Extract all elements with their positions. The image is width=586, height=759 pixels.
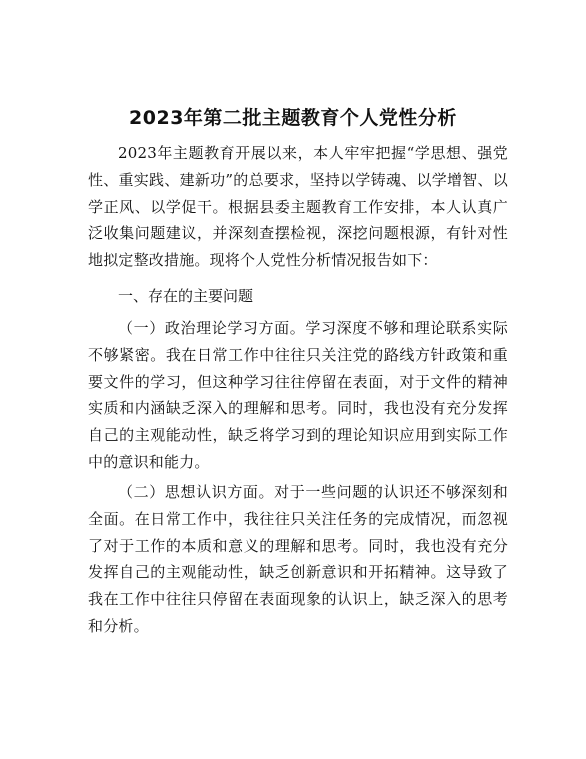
ideological-understanding-paragraph: （二）思想认识方面。对于一些问题的认识还不够深刻和全面。在日常工作中，我往往只关注任务的完成情况，而忽视了对于工作的本质和意义的理解和思考。同时，我也没有充分发挥自己的主观能动性，缺乏创新意识和开拓精神。这导致了我在工作中往往只停留在表面现象的认识上，缺乏深入的思考和分析。: [88, 483, 508, 635]
intro-paragraph: 2023年主题教育开展以来，本人牢牢把握“学思想、强党性、重实践、建新功”的总要求，坚持以学铸魂、以学增智、以学正风、以学促干。根据县委主题教育工作安排，本人认真广泛收集问题建议，并深刻查摆检视，深挖问题根源，有针对性地拟定整改措施。现将个人党性分析情况报告如下：: [88, 144, 508, 270]
document-title: 2023年第二批主题教育个人党性分析: [129, 107, 457, 129]
section-heading: 一、存在的主要问题: [118, 287, 254, 305]
political-theory-paragraph: （一）政治理论学习方面。学习深度不够和理论联系实际不够紧密。我在日常工作中往往只关注党的路线方针政策和重要文件的学习，但这种学习往往停留在表面，对于文件的精神实质和内涵缺乏深入的理解和思考。同时，我也没有充分发挥自己的主观能动性，缺乏将学习到的理论知识应用到实际工作中的意识和能力。: [88, 319, 508, 471]
